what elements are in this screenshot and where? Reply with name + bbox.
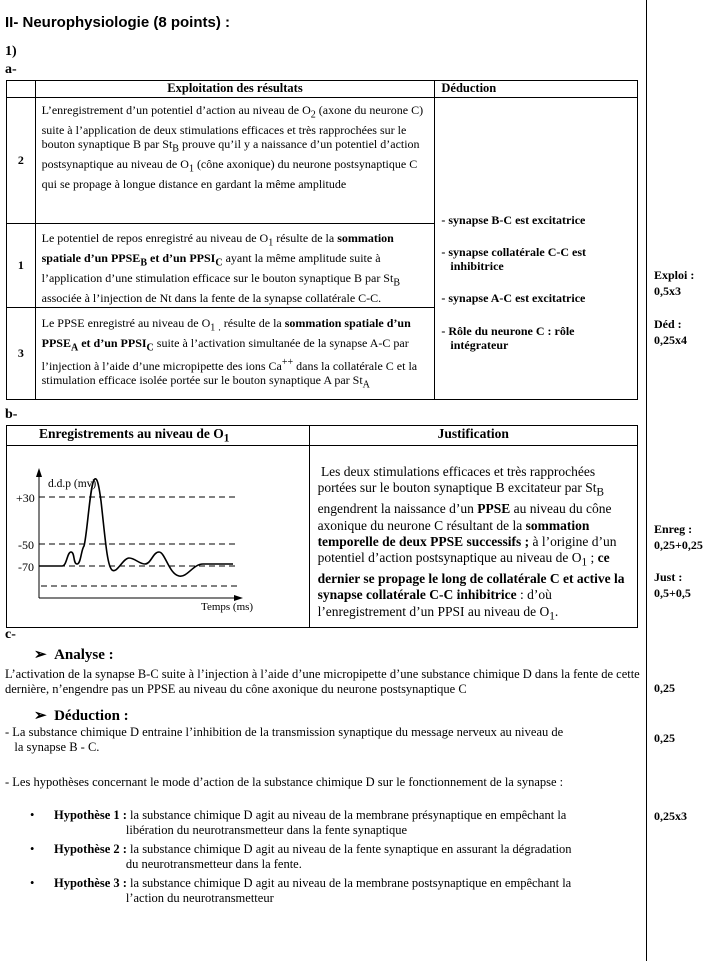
row-text: Le potentiel de repos enregistré au niveau de $O_1$ résulte de la sommation spatiale d’un $PPSE_B$ et d’un $PPSI_C$ ayant la même amplitude suite à l’application d’une stimulation efficace sur le bouton synaptique B par $St_B$ associée à l’injection de Nt dans la fente de la synapse collatérale C-C.	[35, 224, 435, 308]
score-exploitation: Exploi : 0,5x3	[654, 268, 695, 298]
analyse-heading: ➢ Analyse :	[34, 647, 114, 663]
hypothesis-item: • Hypothèse 2 : la substance chimique D agit au niveau de la fente synaptique en assurant la dégradation du neurotransmetteur dans la fente.	[30, 842, 572, 871]
deduction-2: - synapse collatérale C-C est inhibitrice	[441, 245, 587, 273]
score-analyse: 0,25	[654, 681, 675, 695]
y-axis-label: d.d.p (mv)	[48, 478, 97, 490]
bullet-dot-icon: •	[30, 876, 35, 890]
col-exploitation-header: Exploitation des résultats	[35, 81, 435, 98]
deduction-4: - Rôle du neurone C : rôle intégrateur	[441, 324, 575, 352]
arrow-bullet-icon: ➢	[34, 647, 47, 663]
row-number: 3	[7, 308, 36, 400]
row-text: L’enregistrement d’un potentiel d’action au niveau de $O_2$ (axone du neurone C) suite à l’application de deux stimulations efficaces et très rapprochées sur le bouton synaptique B par $St_B$ prouve qu’il y a naissance d’un potentiel d’action postsynaptique au niveau de $O_1$ (cône axonique) du neurone postsynaptique C qui se propage à longue distance en gardant la même amplitude	[35, 98, 435, 224]
row-number: 2	[7, 98, 36, 224]
deduction-heading: ➢ Déduction :	[34, 708, 129, 724]
row-number: 1	[7, 224, 36, 308]
col-deduction-header: Déduction	[435, 81, 638, 98]
question-b-label: b-	[5, 407, 18, 422]
margin-line	[646, 0, 647, 961]
deduction-cell	[435, 98, 638, 400]
score-hypotheses: 0,25x3	[654, 809, 687, 823]
hypothesis-item: • Hypothèse 1 : la substance chimique D agit au niveau de la membrane présynaptique en empêchant la libération du neurotransmetteur dans la fente synaptique	[30, 808, 567, 837]
question-c-label: c-	[5, 627, 16, 642]
bullet-dot-icon: •	[30, 808, 35, 822]
deduction-text: - La substance chimique D entraine l’inhibition de la transmission synaptique du message nerveux au niveau de la synapse B - C.	[5, 725, 564, 754]
score-deduction: Déd : 0,25x4	[654, 317, 687, 347]
justification-text: Les deux stimulations efficaces et très rapprochées portées sur le bouton synaptique B excitateur par $St_B$ engendrent la naissance d’un PPSE au niveau du cône axonique du neurone C résultant de la sommation temporelle de deux PPSE successifs ; à l’origine d’un potentiel d’action postsynaptique au niveau de $O_1$ ; ce dernier se propage le long de collatérale C et active la synapse collatérale C-C inhibitrice : d’où l’enregistrement d’un PPSI au niveau de $O_1$.	[309, 446, 637, 628]
question-1-label: 1)	[5, 44, 17, 59]
col-recording-header: Enregistrements au niveau de $O_1$	[7, 426, 310, 446]
score-justification: Just : 0,5+0,5	[654, 570, 691, 600]
row-text: Le PPSE enregistré au niveau de $O_1$ $_.$ résulte de la sommation spatiale d’un $PPSE_A$ et d’un $PPSI_C$ suite à l’activation simultanée de la synapse A-C par l’injection à l’aide d’une micropipette des ions Ca++ dans la collatérale C et la stimulation efficace isolée portée sur le bouton synaptique A par $St_A$	[35, 308, 435, 400]
y-axis-arrow	[36, 468, 42, 477]
tick-minus50: -50	[18, 538, 34, 552]
analyse-text: L’activation de la synapse B-C suite à l’injection à l’aide d’une micropipette d’une substance chimique D dans la fente de cette dernière, n’engendre pas un PPSE au niveau du cône axonique du neurone postsynaptique C	[5, 667, 640, 696]
results-table	[6, 80, 638, 400]
action-potential-curve	[39, 479, 233, 576]
recording-table	[6, 425, 638, 628]
tick-minus70: -70	[18, 560, 34, 574]
graph-cell	[7, 446, 310, 628]
arrow-bullet-icon: ➢	[34, 708, 47, 724]
exercise-heading: II- Neurophysiologie (8 points) :	[5, 14, 230, 31]
deduction-3: - synapse A-C est excitatrice	[441, 291, 586, 305]
col-justification-header: Justification	[309, 426, 637, 446]
bullet-dot-icon: •	[30, 842, 35, 856]
hypothesis-item: • Hypothèse 3 : la substance chimique D agit au niveau de la membrane postsynaptique en empêchant la l’action du neurotransmetteur	[30, 876, 572, 905]
x-axis-label: Temps (ms)	[201, 601, 254, 613]
score-recording: Enreg : 0,25+0,25	[654, 522, 703, 552]
membrane-potential-graph	[7, 446, 291, 622]
question-a-label: a-	[5, 62, 17, 77]
hypotheses-intro: - Les hypothèses concernant le mode d’action de la substance chimique D sur le fonctionnement de la synapse :	[5, 775, 564, 789]
deduction-1: - synapse B-C est excitatrice	[441, 213, 586, 227]
score-deduction-c: 0,25	[654, 731, 675, 745]
tick-plus30: +30	[16, 491, 35, 505]
